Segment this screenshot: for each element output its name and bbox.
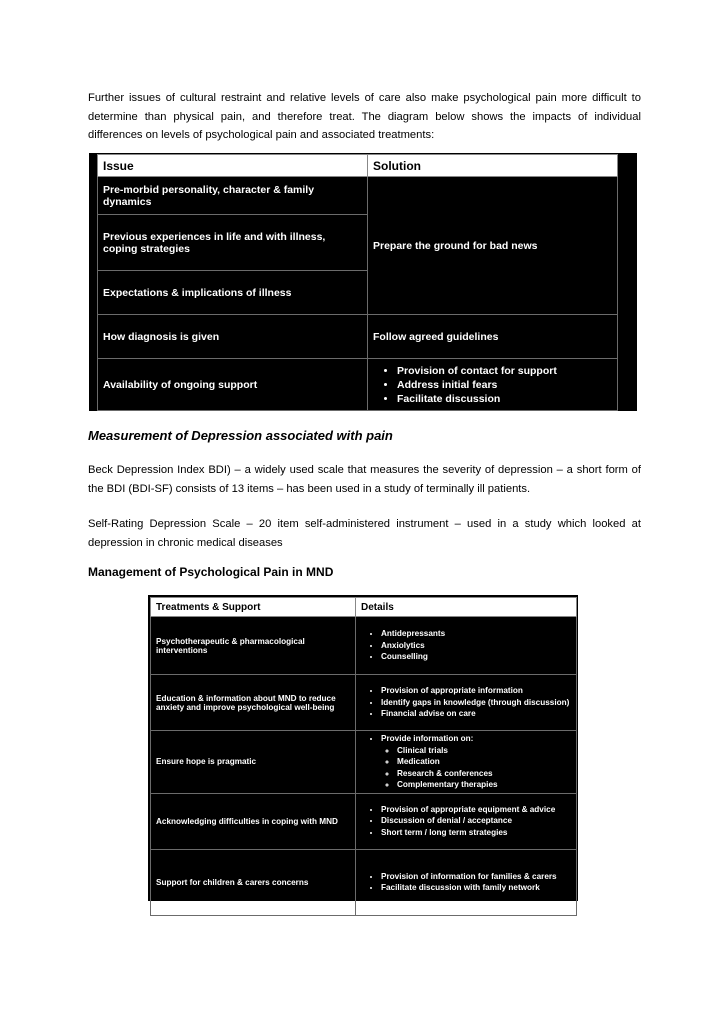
section-heading-measurement: Measurement of Depression associated with pain <box>88 428 393 443</box>
sds-paragraph: Self-Rating Depression Scale – 20 item self-administered instrument – used in a study which looked at depression in chronic medical diseases <box>88 518 641 549</box>
table-row <box>151 617 577 675</box>
issue-cell: Expectations & implications of illness <box>98 271 368 315</box>
list-item: • Identify gaps in knowledge (through discussion) <box>381 697 571 709</box>
issue-cell: Availability of ongoing support <box>98 359 368 411</box>
intro-paragraph: Further issues of cultural restraint and relative levels of care also make psychological pain more difficult to determine than physical pain, and therefore treat. The diagram below shows the impacts of individual differences on levels of psychological pain and associated treatments: <box>88 92 641 141</box>
sub-list-item: ◦ Research & conferences <box>397 768 571 780</box>
list-item: • Counselling <box>381 651 571 663</box>
list-item: • Discussion of denial / acceptance <box>381 815 571 827</box>
treatment-cell: Education & information about MND to reduce anxiety and improve psychological well-being <box>151 675 356 731</box>
list-item: • Facilitate discussion with family network <box>381 882 571 894</box>
sub-list-item: ◦ Medication <box>397 756 571 768</box>
details-cell <box>356 793 577 849</box>
support-list <box>373 364 612 406</box>
section-heading-management: Management of Psychological Pain in MND <box>88 565 334 579</box>
issue-header: Issue <box>98 155 368 177</box>
treatments-header: Treatments & Support <box>151 598 356 617</box>
solution-cell <box>368 359 618 411</box>
sub-list-item: ◦ Complementary therapies <box>397 779 571 791</box>
solution-cell: Prepare the ground for bad news <box>368 177 618 315</box>
table-header-row <box>151 598 577 617</box>
table-row <box>98 359 618 411</box>
details-cell <box>356 617 577 675</box>
list-item: • Financial advise on care <box>381 708 571 720</box>
list-item: • Provision of information for families & carers <box>381 871 571 883</box>
solution-cell: Follow agreed guidelines <box>368 315 618 359</box>
details-cell <box>356 675 577 731</box>
issue-cell: Previous experiences in life and with illness, coping strategies <box>98 215 368 271</box>
list-item: • Short term / long term strategies <box>381 827 571 839</box>
treatment-cell: Acknowledging difficulties in coping with MND <box>151 793 356 849</box>
list-item: • Provision of contact for support <box>397 364 612 378</box>
details-cell <box>356 731 577 794</box>
list-item: • Address initial fears <box>397 378 612 392</box>
treatment-cell: Psychotherapeutic & pharmacological interventions <box>151 617 356 675</box>
table-row <box>151 849 577 915</box>
table-row <box>98 315 618 359</box>
treatment-cell: Support for children & carers concerns <box>151 849 356 915</box>
details-cell <box>356 849 577 915</box>
treatment-cell: Ensure hope is pragmatic <box>151 731 356 794</box>
list-item <box>381 733 571 791</box>
bdi-paragraph: Beck Depression Index BDI) – a widely used scale that measures the severity of depression – a short form of the BDI (BDI-SF) consists of 13 items – has been used in a study of terminally ill patients. <box>88 464 641 495</box>
treatments-table <box>148 595 578 901</box>
list-item-label: Provide information on: <box>381 734 474 743</box>
list-item: • Provision of appropriate information <box>381 685 571 697</box>
list-item: • Anxiolytics <box>381 640 571 652</box>
table-row <box>151 731 577 794</box>
list-item: • Provision of appropriate equipment & advice <box>381 804 571 816</box>
issue-cell: Pre-morbid personality, character & family dynamics <box>98 177 368 215</box>
list-item: • Facilitate discussion <box>397 392 612 406</box>
solution-header: Solution <box>368 155 618 177</box>
issues-solutions-table <box>89 153 637 411</box>
table-row <box>98 177 618 215</box>
sub-list-item: ◦ Clinical trials <box>397 745 571 757</box>
table-row <box>151 675 577 731</box>
issue-cell: How diagnosis is given <box>98 315 368 359</box>
table-header-row <box>98 155 618 177</box>
list-item: • Antidepressants <box>381 628 571 640</box>
details-header: Details <box>356 598 577 617</box>
table-row <box>151 793 577 849</box>
